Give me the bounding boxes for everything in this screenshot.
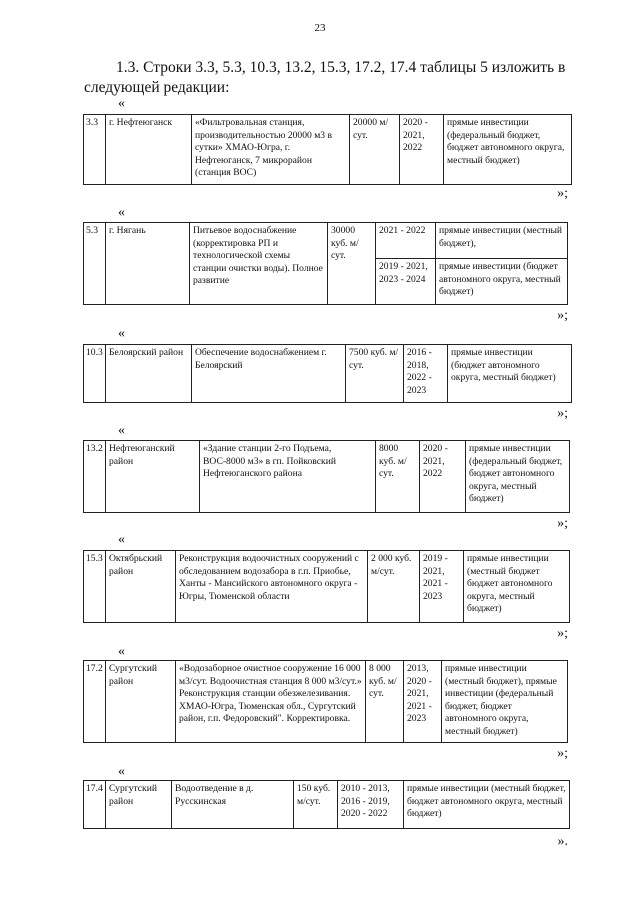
quote-close: »; <box>557 406 568 421</box>
row-object: «Здание станции 2-го Подъема, ВОС-8000 м3» в гп. Пойковский Нефтеюганского района <box>200 441 376 513</box>
quote-open: « <box>118 532 125 547</box>
row-object: Реконструкция водоочистных сооружений с обследованием водозабора в г.п. Приобье, Ханты - Мансийского автономного округа - Югры, Тюменской области <box>176 551 368 623</box>
quote-open: « <box>118 205 125 220</box>
row-years: 2021 - 2022 <box>376 223 436 259</box>
quote-close: »; <box>557 746 568 761</box>
quote-close: »; <box>557 186 568 201</box>
row-funding: прямые инвестиции (местный бюджет, бюджет автономного округа, местный бюджет) <box>404 781 570 829</box>
quote-open: « <box>118 326 125 341</box>
table-row-17-4 <box>83 780 570 829</box>
quote-open: « <box>118 764 125 779</box>
row-object: «Водозаборное очистное сооружение 16 000 м3/сут. Водоочистная станция 8 000 м3/сут.» Реконструкция станции обезжелезивания. ХМАО-Югра, Тюменская обл., Сургутский район, г.п. Федоровский". Корректировка. <box>176 661 366 743</box>
row-years: 2013, 2020 - 2021, 2021 - 2023 <box>404 661 442 743</box>
row-area: Сургутский район <box>106 661 176 743</box>
page-number: 23 <box>314 22 326 34</box>
row-capacity: 2 000 куб. м/сут. <box>368 551 420 623</box>
row-funding: прямые инвестиции (федеральный бюджет, бюджет автономного округа, местный бюджет) <box>466 441 570 513</box>
row-capacity: 30000 куб. м/сут. <box>328 223 376 305</box>
row-funding: прямые инвестиции (бюджет автономного округа, местный бюджет) <box>448 345 572 403</box>
quote-open: « <box>118 423 125 438</box>
row-funding: прямые инвестиции (местный бюджет), <box>436 223 568 259</box>
row-capacity: 8000 куб. м/сут. <box>376 441 420 513</box>
row-capacity: 8 000 куб. м/сут. <box>366 661 404 743</box>
row-area: Белоярский район <box>106 345 192 403</box>
row-number: 15.3 <box>84 551 106 623</box>
table-row-5-3 <box>83 222 568 305</box>
row-years: 2019 - 2021, 2021 - 2023 <box>420 551 464 623</box>
row-area: Октябрьский район <box>106 551 176 623</box>
quote-close: »; <box>557 626 568 641</box>
row-years: 2010 - 2013, 2016 - 2019, 2020 - 2022 <box>338 781 404 829</box>
quote-close: »; <box>557 516 568 531</box>
quote-open: « <box>118 96 125 111</box>
row-number: 10.3 <box>84 345 106 403</box>
row-object: Обеспечение водоснабжением г. Белоярский <box>192 345 346 403</box>
row-number: 5.3 <box>84 223 106 305</box>
row-object: Водоотведение в д. Русскинская <box>172 781 294 829</box>
row-number: 13.2 <box>84 441 106 513</box>
quote-open: « <box>118 644 125 659</box>
row-years: 2020 - 2021, 2022 <box>400 115 444 185</box>
row-funding: прямые инвестиции (местный бюджет), прямые инвестиции (федеральный бюджет, бюджет автономного округа, местный бюджет) <box>442 661 568 743</box>
quote-close: »; <box>557 308 568 323</box>
quote-close: ». <box>557 834 568 849</box>
row-area: Сургутский район <box>106 781 172 829</box>
row-years: 2020 - 2021, 2022 <box>420 441 466 513</box>
row-funding: прямые инвестиции (бюджет автономного округа, местный бюджет) <box>436 259 568 305</box>
row-funding: прямые инвестиции (местный бюджет бюджет автономного округа, местный бюджет) <box>464 551 570 623</box>
row-years: 2019 - 2021, 2023 - 2024 <box>376 259 436 305</box>
row-area: г. Нягань <box>106 223 190 305</box>
table-row-17-2 <box>83 660 568 743</box>
row-funding: прямые инвестиции (федеральный бюджет, бюджет автономного округа, местный бюджет) <box>444 115 572 185</box>
amendment-heading: 1.3. Строки 3.3, 5.3, 10.3, 13.2, 15.3, 17.2, 17.4 таблицы 5 изложить в следующей редакции: <box>84 59 566 96</box>
row-number: 17.4 <box>84 781 106 829</box>
row-number: 3.3 <box>84 115 106 185</box>
row-object: «Фильтровальная станция, производительностью 20000 м3 в сутки» ХМАО-Югра, г. Нефтеюганск, 7 микрорайон (станция ВОС) <box>192 115 350 185</box>
row-capacity: 7500 куб. м/сут. <box>346 345 404 403</box>
table-row-15-3 <box>83 550 570 623</box>
table-row-3-3 <box>83 114 572 185</box>
row-capacity: 20000 м/сут. <box>350 115 400 185</box>
table-row-10-3 <box>83 344 572 403</box>
row-area: Нефтеюганский район <box>106 441 200 513</box>
row-number: 17.2 <box>84 661 106 743</box>
table-row-13-2 <box>83 440 570 513</box>
row-area: г. Нефтеюганск <box>106 115 192 185</box>
row-years: 2016 - 2018, 2022 - 2023 <box>404 345 448 403</box>
row-capacity: 150 куб. м/сут. <box>294 781 338 829</box>
row-object: Питьевое водоснабжение (корректировка РП и технологической схемы станции очистки воды). Полное развитие <box>190 223 328 305</box>
